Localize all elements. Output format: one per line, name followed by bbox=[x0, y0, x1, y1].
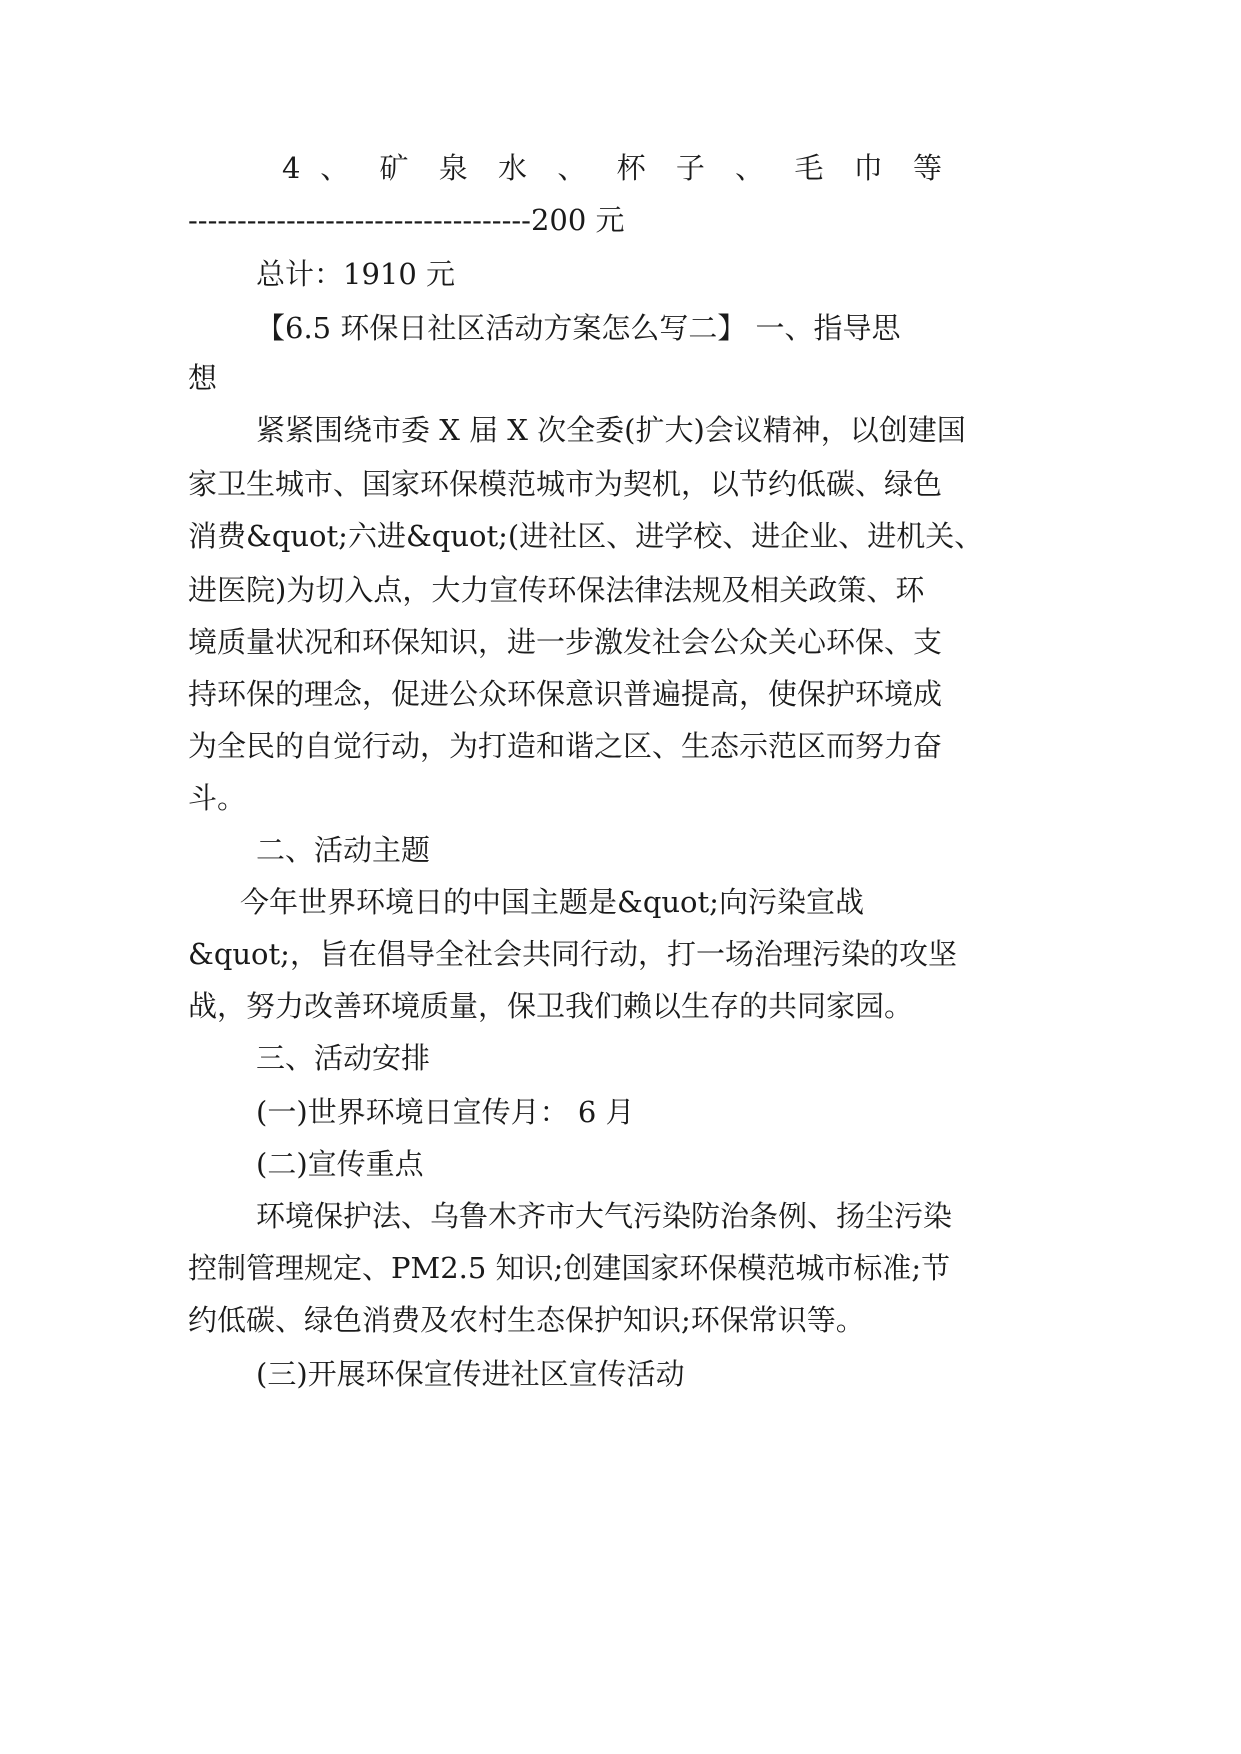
paragraph-1-line-5: 境质量状况和环保知识，进一步激发社会公众关心环保、支 bbox=[188, 625, 943, 659]
paragraph-2-line-2: &quot;，旨在倡导全社会共同行动，打一场治理污染的攻坚 bbox=[188, 937, 957, 971]
paragraph-2-line-3: 战，努力改善环境质量，保卫我们赖以生存的共同家园。 bbox=[188, 989, 914, 1023]
subsection-1: (一)世界环境日宣传月： 6 月 bbox=[256, 1095, 635, 1129]
paragraph-2-line-1: 今年世界环境日的中国主题是&quot;向污染宣战 bbox=[240, 885, 864, 919]
heading-continuation: 想 bbox=[188, 361, 218, 395]
section-heading-activity-theme: 二、活动主题 bbox=[256, 833, 431, 867]
paragraph-1-line-6: 持环保的理念，促进公众环保意识普遍提高，使保护环境成 bbox=[188, 677, 943, 711]
section-heading-activity-arrangement: 三、活动安排 bbox=[256, 1041, 431, 1075]
paragraph-3-line-1: 环境保护法、乌鲁木齐市大气污染防治条例、扬尘污染 bbox=[256, 1199, 953, 1233]
paragraph-3-line-3: 约低碳、绿色消费及农村生态保护知识;环保常识等。 bbox=[188, 1303, 865, 1337]
paragraph-1-line-7: 为全民的自觉行动，为打造和谐之区、生态示范区而努力奋 bbox=[188, 729, 943, 763]
paragraph-1-line-3: 消费&quot;六进&quot;(进社区、进学校、进企业、进机关、 bbox=[188, 519, 984, 553]
item-4-supplies: 4 、 矿 泉 水 、 杯 子 、 毛 巾 等 bbox=[282, 151, 942, 185]
paragraph-3-line-2: 控制管理规定、PM2.5 知识;创建国家环保模范城市标准;节 bbox=[188, 1251, 951, 1285]
item-4-cost: -----------------------------------200 元 bbox=[188, 203, 625, 237]
paragraph-1-line-8: 斗。 bbox=[188, 781, 247, 815]
subsection-2: (二)宣传重点 bbox=[256, 1147, 424, 1181]
paragraph-1-line-4: 进医院)为切入点，大力宣传环保法律法规及相关政策、环 bbox=[188, 573, 925, 607]
paragraph-1-line-1: 紧紧围绕市委 X 届 X 次全委(扩大)会议精神，以创建国 bbox=[256, 413, 966, 447]
total-line: 总计：1910 元 bbox=[256, 257, 456, 291]
section-heading-2: 【6.5 环保日社区活动方案怎么写二】 一、指导思 bbox=[256, 311, 901, 345]
paragraph-1-line-2: 家卫生城市、国家环保模范城市为契机，以节约低碳、绿色 bbox=[188, 467, 943, 501]
subsection-3: (三)开展环保宣传进社区宣传活动 bbox=[256, 1357, 685, 1391]
